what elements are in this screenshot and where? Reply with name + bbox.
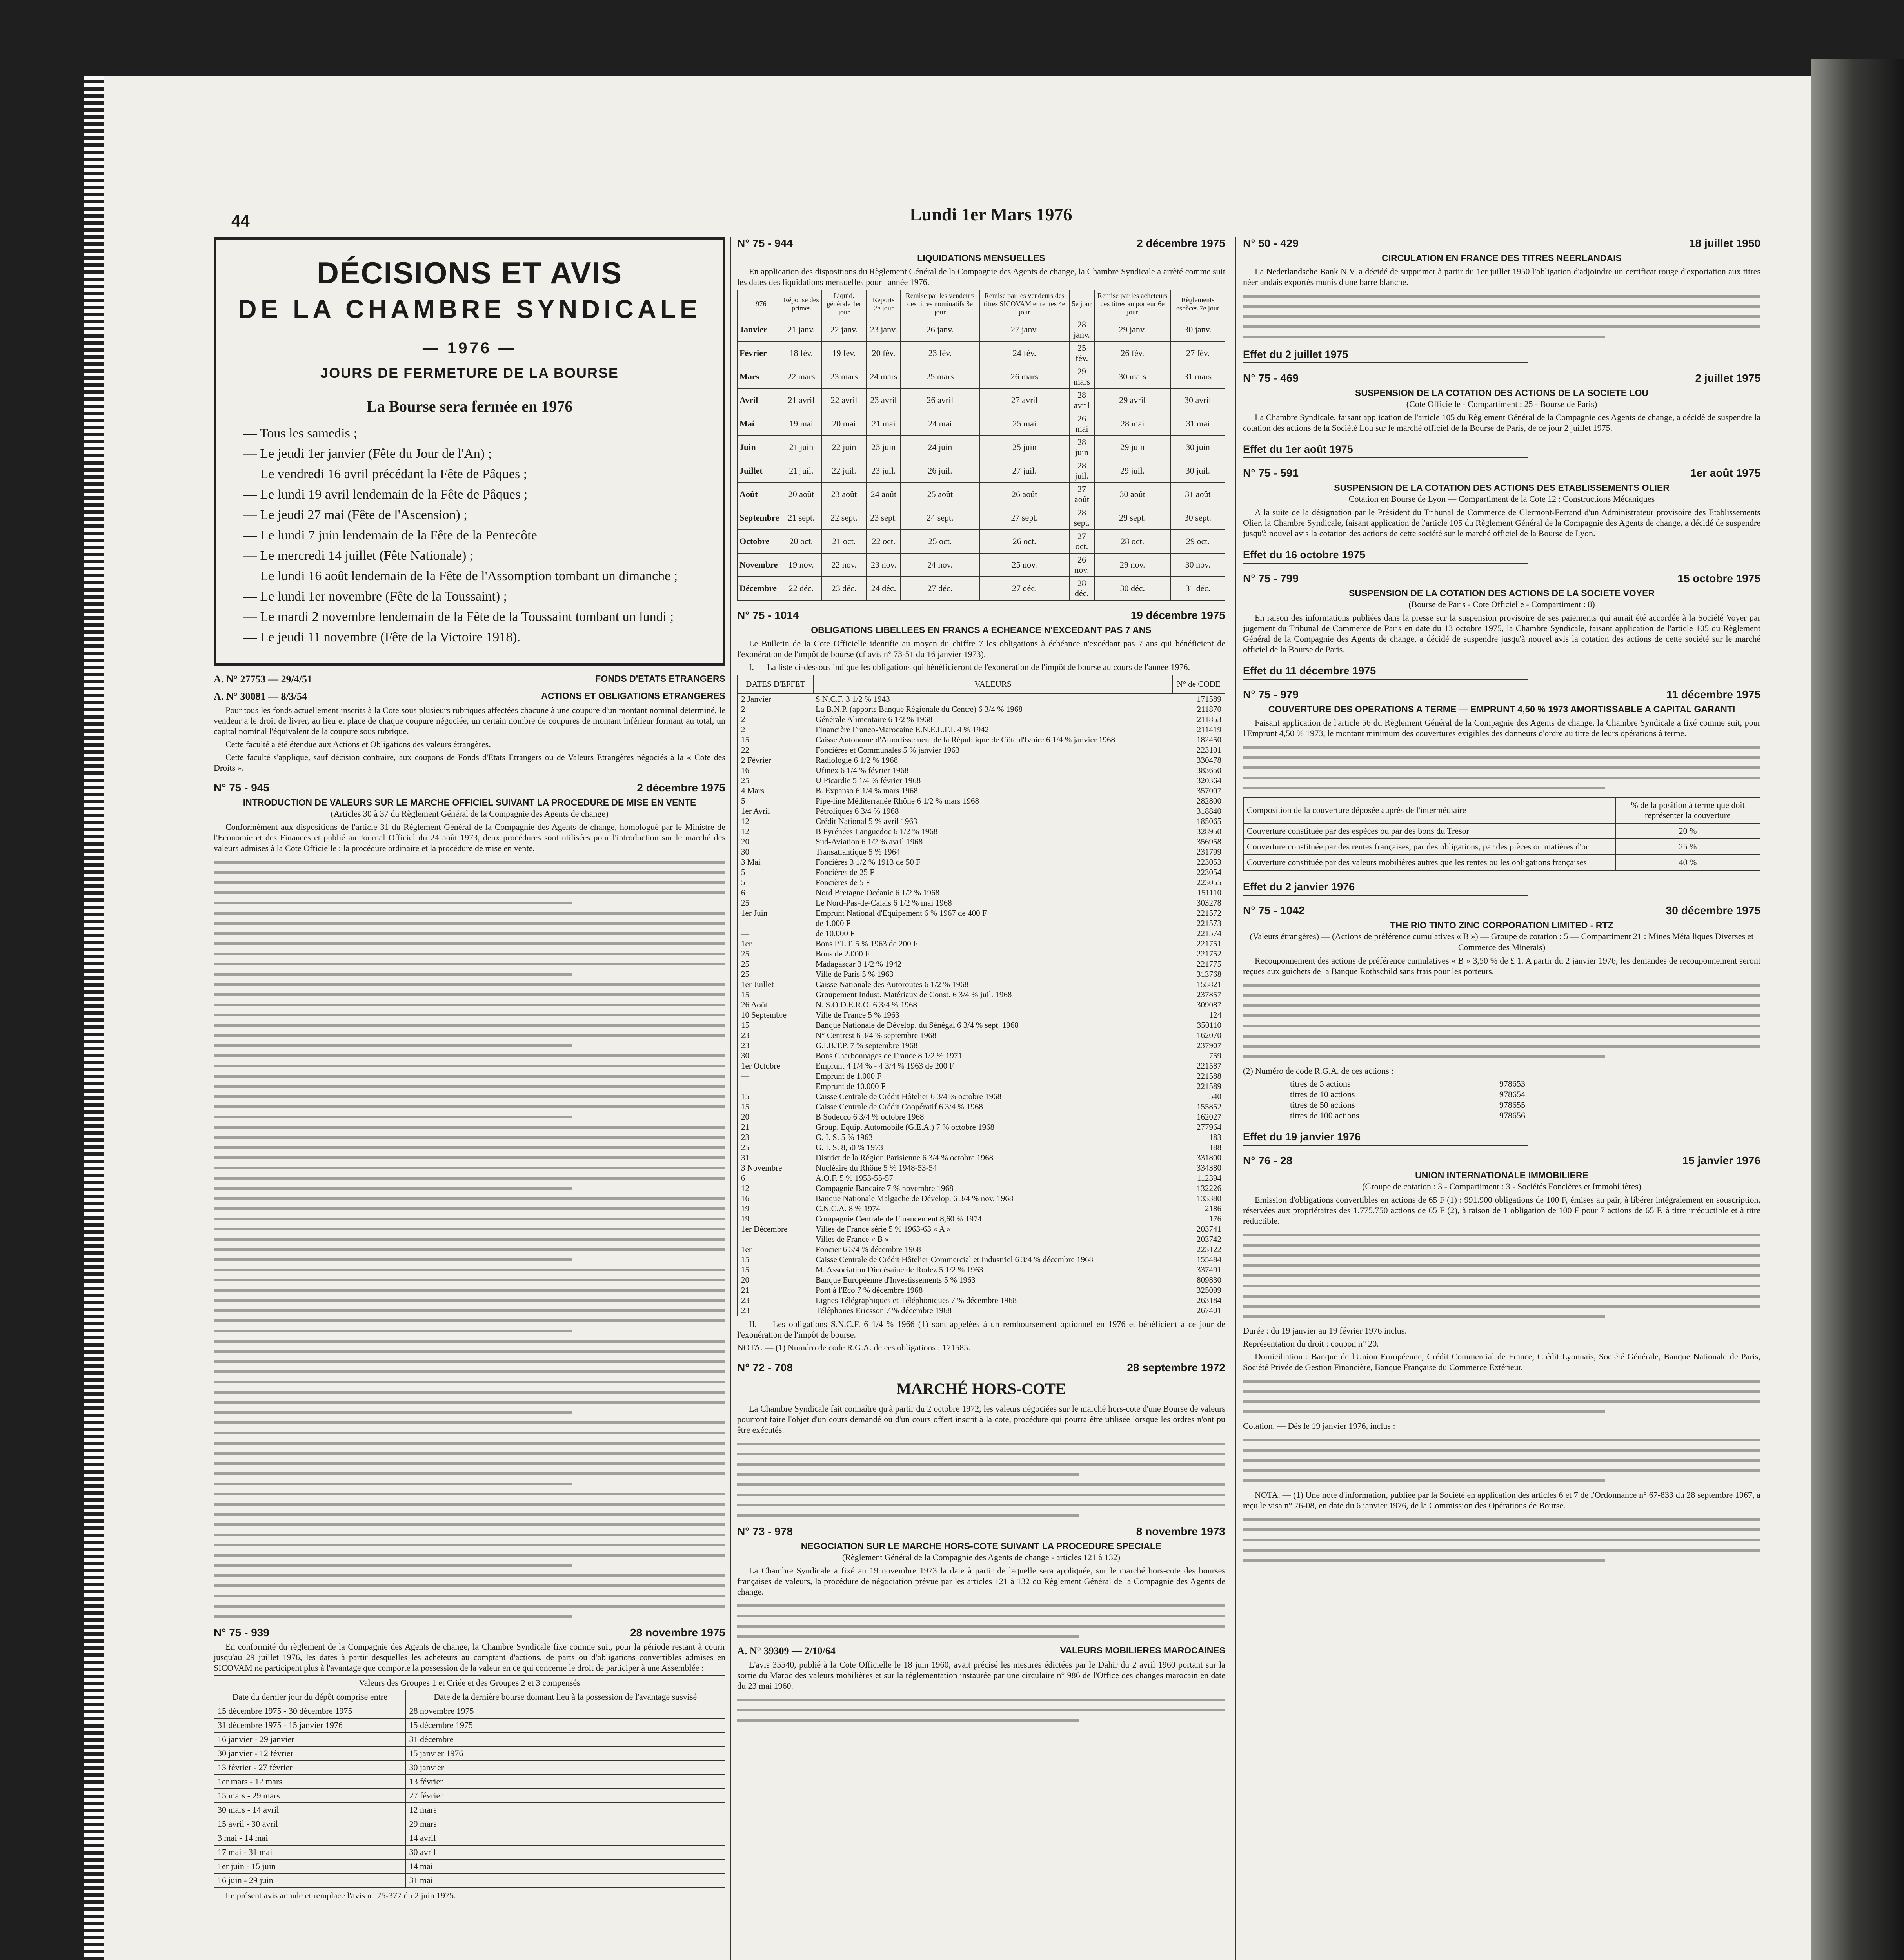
notice-subtitle: (Valeurs étrangères) — (Actions de préférence cumulatives « B ») — Groupe de cotation : 5 — Compartiment 21 : Mines Métalliques Diverses et Commerce des Minerais) bbox=[1250, 931, 1754, 952]
notice-number: N° 73 - 978 bbox=[737, 1525, 793, 1537]
notice-number: N° 75 - 469 bbox=[1243, 372, 1299, 384]
table-row: 15 décembre 1975 - 30 décembre 1975 28 novembre 1975 bbox=[214, 1704, 725, 1718]
holiday-item: — Tous les samedis ; bbox=[243, 426, 357, 441]
table-row: Décembre 22 déc. 23 déc. 24 déc. 27 déc. 27 déc. 28 déc. 30 déc. 31 déc. bbox=[738, 577, 1225, 600]
reference-number: A. N° 27753 — 29/4/51 bbox=[214, 673, 312, 685]
table-row: Couverture constituée par des valeurs mobilières autres que les rentes ou les obligations françaises 40 % bbox=[1243, 855, 1760, 870]
notice-text: I. — La liste ci-dessous indique les obligations qui bénéficieront de l'exonération de l'impôt de bourse au cours de l'année 1976. bbox=[749, 662, 1190, 672]
notice-text: Recouponnement des actions de préférence cumulatives « B » 3,50 % de £ 1. A partir du 2 janvier 1976, les demandes de recouponnement seront reçues aux guichets de la Banque Rothschild sans frais pour les porteurs. bbox=[1243, 956, 1760, 976]
notice-heading bbox=[737, 237, 1225, 250]
notice-text: La Chambre Syndicale a fixé au 19 novembre 1973 la date à partir de laquelle sera appliquée, sur le marché hors-cote des bourses françaises de valeurs, la procédure de négociation prévue par les articles 121 à 132 du Règlement Général de la Compagnie des Agents de change. bbox=[737, 1566, 1225, 1597]
table-row: 6 A.O.F. 5 % 1953-55-57 112394 bbox=[741, 1173, 1221, 1183]
notice-text: En raison des informations publiées dans la presse sur la suspension provisoire de ses paiements qui aurait été accordée à la Société Voyer par jugement du Tribunal de Commerce de Paris en date du 13 octobre 1975, la Chambre Syndicale, faisant application de l'article 105 du Règlement Général de la Compagnie des Agents de change, a décidé de suspendre jusqu'à nouvel avis la cotation des actions de cette société sur le marché officiel de la Bourse de Paris. bbox=[1243, 613, 1760, 654]
notice-subtitle: (Cote Officielle - Compartiment : 25 - Bourse de Paris) bbox=[1406, 399, 1597, 409]
table-row: 12 Crédit National 5 % avril 1963 185065 bbox=[741, 817, 1221, 826]
notice-note: NOTA. — (1) Numéro de code R.G.A. de ces obligations : 171585. bbox=[737, 1343, 970, 1352]
table-row: — de 10.000 F 221574 bbox=[741, 929, 1221, 938]
bond-table bbox=[737, 675, 1225, 1316]
text-block bbox=[1243, 295, 1760, 338]
reference-line bbox=[214, 673, 725, 685]
holiday-item: — Le jeudi 1er janvier (Fête du Jour de l'An) ; bbox=[243, 446, 492, 461]
notice-date: 30 décembre 1975 bbox=[1666, 904, 1760, 916]
column-middle bbox=[737, 237, 1225, 1729]
table-row: 31 District de la Région Parisienne 6 3/4 % octobre 1968 331800 bbox=[741, 1153, 1221, 1162]
notice-number: N° 76 - 28 bbox=[1243, 1154, 1293, 1167]
table-row: 3 Novembre Nucléaire du Rhône 5 % 1948-53-54 334380 bbox=[741, 1163, 1221, 1172]
effective-date-heading: Effet du 1er août 1975 bbox=[1243, 443, 1528, 458]
table-row: 5 Foncières de 25 F 223054 bbox=[741, 867, 1221, 877]
table-row: 3 mai - 14 mai 14 avril bbox=[214, 1831, 725, 1845]
holiday-item: — Le lundi 16 août lendemain de la Fête de l'Assomption tombant un dimanche ; bbox=[243, 569, 678, 583]
notice-title: SUSPENSION DE LA COTATION DES ACTIONS DE LA SOCIETE VOYER bbox=[1349, 588, 1655, 598]
effective-date-heading: Effet du 11 décembre 1975 bbox=[1243, 665, 1528, 680]
table-row: Octobre 20 oct. 21 oct. 22 oct. 25 oct. 26 oct. 27 oct. 28 oct. 29 oct. bbox=[738, 530, 1225, 553]
table-row: 22 Foncières et Communales 5 % janvier 1963 223101 bbox=[741, 745, 1221, 755]
reference-number: A. N° 39309 — 2/10/64 bbox=[737, 1645, 836, 1657]
table-row: 1er Avril Pétroliques 6 3/4 % 1968 318840 bbox=[741, 806, 1221, 816]
table-row: — de 1.000 F 221573 bbox=[741, 918, 1221, 928]
table-row: 17 mai - 31 mai 30 avril bbox=[214, 1845, 725, 1859]
reference-number: A. N° 30081 — 8/3/54 bbox=[214, 691, 307, 702]
column-header: Composition de la couverture déposée auprès de l'intermédiaire bbox=[1243, 797, 1615, 823]
table-row: 1er Décembre Villes de France série 5 % 1963-63 « A » 203741 bbox=[741, 1224, 1221, 1234]
notice-text: A la suite de la désignation par le Président du Tribunal de Commerce de Clermont-Ferrand d'un Administrateur provisoire des Etablissements Olier, la Chambre Syndicale, faisant application de l'article 105 du Règlement Général de la Compagnie des Agents de change, a décidé de suspendre jusqu'à nouvel avis la cotation des actions de cette société sur le marché officiel de la Bourse de Lyon. bbox=[1243, 507, 1760, 538]
notice-text: II. — Les obligations S.N.C.F. 6 1/4 % 1966 (1) sont appelées à un remboursement optionnel en 1976 et bénéficient à ce jour de l'exonération de l'impôt de bourse. bbox=[737, 1319, 1225, 1339]
table-row: 20 Banque Européenne d'Investissements 5 % 1963 809830 bbox=[741, 1275, 1221, 1285]
table-row: 30 Bons Charbonnages de France 8 1/2 % 1971 759 bbox=[741, 1051, 1221, 1060]
notice-number: N° 75 - 939 bbox=[214, 1626, 269, 1639]
notice-title: COUVERTURE DES OPERATIONS A TERME — EMPRUNT 4,50 % 1973 AMORTISSABLE A CAPITAL GARANTI bbox=[1268, 704, 1735, 714]
table-row: 15 Banque Nationale de Dévelop. du Sénégal 6 3/4 % sept. 1968 350110 bbox=[741, 1020, 1221, 1030]
notice-note: NOTA. — (1) Une note d'information, publiée par la Société en application des articles 6 et 7 de l'Ordonnance n° 67-833 du 28 septembre 1967, a reçu le visa n° 76-08, en date du 6 janvier 1976, de la Commission des Opérations de Bourse. bbox=[1243, 1490, 1760, 1510]
table-caption: Valeurs des Groupes 1 et Criée et des Groupes 2 et 3 compensés bbox=[214, 1676, 725, 1690]
notice-text: Le Bulletin de la Cote Officielle identifie au moyen du chiffre 7 les obligations à échéance n'excédant pas 7 ans qui bénéficient de l'exonération de l'impôt de bourse (cf avis n° 73-51 du 16 janvier 1973). bbox=[737, 639, 1225, 659]
table-row: 19 Compagnie Centrale de Financement 8,60 % 1974 176 bbox=[741, 1214, 1221, 1223]
reference-label: FONDS D'ETATS ETRANGERS bbox=[595, 673, 725, 684]
notice-text: La Nederlandsche Bank N.V. a décidé de supprimer à partir du 1er juillet 1950 l'obligation d'adjoindre un certificat rouge d'exportation aux titres néerlandais exportés munis d'une barre blanche. bbox=[1243, 267, 1760, 287]
table-row: 15 Groupement Indust. Matériaux de Const. 6 3/4 % juil. 1968 237857 bbox=[741, 990, 1221, 999]
page-number: 44 bbox=[231, 212, 250, 230]
notice-title: OBLIGATIONS LIBELLEES EN FRANCS A ECHEANCE N'EXCEDANT PAS 7 ANS bbox=[811, 625, 1152, 635]
table-row: 30 Transatlantique 5 % 1964 231799 bbox=[741, 847, 1221, 857]
column-right bbox=[1243, 237, 1760, 1569]
notice-text: Domiciliation : Banque de l'Union Européenne, Crédit Commercial de France, Crédit Lyonnais, Société Générale, Banque Nationale de Paris, Société Privée de Gestion Financière, Banque Française du Commerce Extérieur. bbox=[1243, 1352, 1760, 1372]
notice-text: En application des dispositions du Règlement Général de la Compagnie des Agents de change, la Chambre Syndicale a arrêté comme suit les dates des liquidations mensuelles pour l'année 1976. bbox=[737, 267, 1225, 287]
text-block bbox=[1243, 1439, 1760, 1482]
table-row: 30 mars - 14 avril 12 mars bbox=[214, 1803, 725, 1817]
page-header bbox=[231, 204, 1823, 235]
table-row: 26 Août N. S.O.D.E.R.O. 6 3/4 % 1968 309087 bbox=[741, 1000, 1221, 1009]
table-row: 15 M. Association Diocésaine de Rodez 5 1/2 % 1963 337491 bbox=[741, 1265, 1221, 1274]
notice-date: 11 décembre 1975 bbox=[1666, 688, 1760, 701]
column-header: Date du dernier jour du dépôt comprise entre bbox=[214, 1690, 405, 1704]
table-row: 15 Caisse Centrale de Crédit Hôtelier Commercial et Industriel 6 3/4 % décembre 1968 155484 bbox=[741, 1255, 1221, 1264]
column-divider bbox=[730, 237, 731, 1960]
holiday-item: — Le lundi 19 avril lendemain de la Fête de Pâques ; bbox=[243, 487, 528, 502]
notice-subtitle: (Règlement Général de la Compagnie des Agents de change - articles 121 à 132) bbox=[842, 1552, 1121, 1562]
notice-title: SUSPENSION DE LA COTATION DES ACTIONS DE LA SOCIETE LOU bbox=[1355, 388, 1648, 398]
notice-text: Cette faculté a été étendue aux Actions et Obligations des valeurs étrangères. bbox=[225, 739, 491, 749]
text-block bbox=[1243, 1380, 1760, 1413]
table-row: Janvier 21 janv. 22 janv. 23 janv. 26 janv. 27 janv. 28 janv. 29 janv. 30 janv. bbox=[738, 318, 1225, 341]
table-row: Novembre 19 nov. 22 nov. 23 nov. 24 nov. 25 nov. 26 nov. 29 nov. 30 nov. bbox=[738, 553, 1225, 577]
table-row: 16 Ufinex 6 1/4 % février 1968 383650 bbox=[741, 766, 1221, 775]
holiday-item: — Le jeudi 11 novembre (Fête de la Victoire 1918). bbox=[243, 630, 521, 644]
notice-title: INTRODUCTION DE VALEURS SUR LE MARCHE OFFICIEL SUIVANT LA PROCEDURE DE MISE EN VENTE bbox=[243, 797, 696, 808]
table-row: — Emprunt de 10.000 F 221589 bbox=[741, 1082, 1221, 1091]
table-row: 1er mars - 12 mars 13 février bbox=[214, 1775, 725, 1789]
notice-heading bbox=[737, 1525, 1225, 1538]
list-item: titres de 10 actions 978654 bbox=[1290, 1089, 1525, 1099]
holiday-item: — Le vendredi 16 avril précédant la Fête de Pâques ; bbox=[243, 467, 527, 481]
notice-title: SUSPENSION DE LA COTATION DES ACTIONS DES ETABLISSEMENTS OLIER bbox=[1334, 483, 1670, 493]
year-label: — 1976 — bbox=[422, 339, 517, 357]
notice-date: 2 juillet 1975 bbox=[1695, 372, 1760, 384]
notice-subtitle: (Groupe de cotation : 3 - Compartiment : 3 - Sociétés Foncières et Immobilières) bbox=[1362, 1181, 1641, 1191]
closing-days-subtitle: La Bourse sera fermée en 1976 bbox=[366, 397, 573, 415]
notice-heading bbox=[737, 1361, 1225, 1374]
holiday-item: — Le lundi 7 juin lendemain de la Fête de la Pentecôte bbox=[243, 528, 537, 543]
table-row: 15 Caisse Autonome d'Amortissement de la République de Côte d'Ivoire 6 1/4 % janvier 1968 182450 bbox=[741, 735, 1221, 744]
table-row: 15 Caisse Centrale de Crédit Hôtelier 6 3/4 % octobre 1968 540 bbox=[741, 1092, 1221, 1101]
notice-text: Pour tous les fonds actuellement inscrits à la Cote sous plusieurs rubriques affectées chacune à une coupure d'un montant nominal déterminé, le vendeur a le droit de livrer, au lieu et place de chaque coupure négociée, un certain nombre de coupures de montant inférieur formant au total, un capital nominal l'équivalent de la coupure sous rubrique. bbox=[214, 705, 725, 736]
bond-table-body bbox=[738, 694, 1225, 1316]
table-row: 25 U Picardie 5 1/4 % février 1968 320364 bbox=[741, 776, 1221, 785]
table-row: Couverture constituée par des espèces ou par des bons du Trésor 20 % bbox=[1243, 823, 1760, 839]
notice-date: 2 décembre 1975 bbox=[637, 782, 725, 794]
table-row: 25 Le Nord-Pas-de-Calais 6 1/2 % mai 1968 303278 bbox=[741, 898, 1221, 907]
table-row: 2 Financière Franco-Marocaine E.N.E.L.F.I. 4 % 1942 211419 bbox=[741, 725, 1221, 734]
table-row: 23 G.I.B.T.P. 7 % septembre 1968 237907 bbox=[741, 1041, 1221, 1050]
table-row: 21 Group. Equip. Automobile (G.E.A.) 7 % octobre 1968 277964 bbox=[741, 1122, 1221, 1132]
notice-title: THE RIO TINTO ZINC CORPORATION LIMITED - RTZ bbox=[1390, 920, 1613, 930]
coverage-table bbox=[1243, 797, 1760, 871]
notice-text: En conformité du règlement de la Compagnie des Agents de change, la Chambre Syndicale fixe comme suit, pour la période restant à courir jusqu'au 29 juillet 1976, les dates à partir desquelles les acheteurs au comptant d'actions, de parts ou d'obligations convertibles admises en SICOVAM ne participent plus à l'avantage que comporte la possession de la valeur en ce qui concerne le droit de participer à une Assemblée : bbox=[214, 1642, 725, 1673]
table-row: 31 décembre 1975 - 15 janvier 1976 15 décembre 1975 bbox=[214, 1718, 725, 1732]
table-row: 2 Générale Alimentaire 6 1/2 % 1968 211853 bbox=[741, 715, 1221, 724]
notice-title: UNION INTERNATIONALE IMMOBILIERE bbox=[1415, 1170, 1588, 1180]
table-row: 1er Octobre Emprunt 4 1/4 % - 4 3/4 % 1963 de 200 F 221587 bbox=[741, 1061, 1221, 1071]
table-row: 12 B Pyrénées Languedoc 6 1/2 % 1968 328950 bbox=[741, 827, 1221, 836]
notice-number: N° 75 - 1014 bbox=[737, 609, 799, 621]
holiday-item: — Le mardi 2 novembre lendemain de la Fête de la Toussaint tombant un lundi ; bbox=[243, 610, 674, 624]
table-row: Mai 19 mai 20 mai 21 mai 24 mai 25 mai 26 mai 28 mai 31 mai bbox=[738, 412, 1225, 436]
notice-date: 18 juillet 1950 bbox=[1689, 237, 1760, 249]
notice-heading bbox=[737, 609, 1225, 622]
notice-subtitle: (Bourse de Paris - Cote Officielle - Compartiment : 8) bbox=[1408, 599, 1595, 609]
holiday-item: — Le mercredi 14 juillet (Fête Nationale) ; bbox=[243, 548, 474, 563]
reference-label: ACTIONS ET OBLIGATIONS ETRANGERES bbox=[541, 691, 725, 701]
notice-footer: Le présent avis annule et remplace l'avis n° 75-377 du 2 juin 1975. bbox=[225, 1891, 456, 1900]
table-row: 25 Ville de Paris 5 % 1963 313768 bbox=[741, 969, 1221, 979]
table-row: 1er juin - 15 juin 14 mai bbox=[214, 1859, 725, 1873]
text-block bbox=[1243, 984, 1760, 1058]
text-block bbox=[1243, 746, 1760, 789]
notice-text: L'avis 35540, publié à la Cote Officielle le 18 juin 1960, avait précisé les mesures édictées par le Dahir du 2 avril 1960 portant sur la sortie du Maroc des valeurs mobilières et sur la réglementation instaurée par une circulaire n° 986 de l'Office des changes marocain en date du 23 mai 1960. bbox=[737, 1660, 1225, 1691]
table-row: 20 B Sodecco 6 3/4 % octobre 1968 162027 bbox=[741, 1112, 1221, 1122]
notice-date: 2 décembre 1975 bbox=[1137, 237, 1225, 249]
table-row: Avril 21 avril 22 avril 23 avril 26 avril 27 avril 28 avril 29 avril 30 avril bbox=[738, 388, 1225, 412]
binding-edge bbox=[84, 76, 104, 1960]
reference-line bbox=[737, 1645, 1225, 1657]
table-row: 23 Lignes Télégraphiques et Téléphoniques 7 % décembre 1968 263184 bbox=[741, 1296, 1221, 1305]
table-row: 25 Madagascar 3 1/2 % 1942 221775 bbox=[741, 959, 1221, 969]
notice-subtitle: Cotation en Bourse de Lyon — Compartiment de la Cote 12 : Constructions Mécaniques bbox=[1348, 494, 1655, 504]
table-row: 2 Janvier S.N.C.F. 3 1/2 % 1943 171589 bbox=[741, 694, 1221, 704]
notice-date: 8 novembre 1973 bbox=[1136, 1525, 1225, 1537]
effective-date-heading: Effet du 16 octobre 1975 bbox=[1243, 549, 1528, 564]
table-row: 15 Caisse Centrale de Crédit Coopératif 6 3/4 % 1968 155852 bbox=[741, 1102, 1221, 1111]
list-item: titres de 100 actions 978656 bbox=[1290, 1111, 1525, 1120]
table-row: Juin 21 juin 22 juin 23 juin 24 juin 25 juin 28 juin 29 juin 30 juin bbox=[738, 436, 1225, 459]
code-intro: (2) Numéro de code R.G.A. de ces actions : bbox=[1243, 1066, 1394, 1076]
main-subtitle: DE LA CHAMBRE SYNDICALE bbox=[238, 294, 701, 323]
text-block bbox=[214, 861, 725, 1618]
notice-text: Représentation du droit : coupon n° 20. bbox=[1243, 1339, 1379, 1348]
notice-subtitle: (Articles 30 à 37 du Règlement Général de la Compagnie des Agents de change) bbox=[331, 809, 609, 818]
table-row: Août 20 août 23 août 24 août 25 août 26 août 27 août 30 août 31 août bbox=[738, 483, 1225, 506]
holiday-item: — Le jeudi 27 mai (Fête de l'Ascension) ; bbox=[243, 508, 467, 522]
notice-date: 28 septembre 1972 bbox=[1127, 1361, 1225, 1374]
table-row: Juillet 21 juil. 22 juil. 23 juil. 26 juil. 27 juil. 28 juil. 29 juil. 30 juil. bbox=[738, 459, 1225, 483]
groups-table bbox=[214, 1675, 725, 1888]
notice-text: La Chambre Syndicale, faisant application de l'article 105 du Règlement Général de la Compagnie des Agents de change, a décidé de suspendre la cotation des actions de la Société Lou sur le marché officiel de la Bourse de Paris, de ce jour 2 juillet 1975. bbox=[1243, 412, 1760, 433]
table-row: 30 janvier - 12 février 15 janvier 1976 bbox=[214, 1746, 725, 1760]
notice-date: 19 décembre 1975 bbox=[1130, 609, 1225, 621]
notice-title: NEGOCIATION SUR LE MARCHE HORS-COTE SUIVANT LA PROCEDURE SPECIALE bbox=[801, 1541, 1162, 1551]
table-row: 23 N° Centrest 6 3/4 % septembre 1968 162070 bbox=[741, 1031, 1221, 1040]
holiday-list bbox=[228, 423, 711, 648]
section-title: MARCHÉ HORS-COTE bbox=[896, 1380, 1066, 1397]
notice-heading bbox=[214, 782, 725, 794]
effective-date-heading: Effet du 19 janvier 1976 bbox=[1243, 1131, 1528, 1146]
effective-date-heading: Effet du 2 janvier 1976 bbox=[1243, 881, 1528, 896]
notice-text: Cotation. — Dès le 19 janvier 1976, inclus : bbox=[1243, 1421, 1395, 1431]
column-divider bbox=[1235, 237, 1236, 1960]
notice-heading bbox=[1243, 904, 1760, 917]
notice-heading bbox=[1243, 467, 1760, 479]
title-box bbox=[214, 237, 725, 666]
column-header: % de la position à terme que doit représenter la couverture bbox=[1615, 797, 1760, 823]
notice-heading bbox=[1243, 572, 1760, 585]
list-item: titres de 50 actions 978655 bbox=[1290, 1100, 1525, 1110]
table-row: Septembre 21 sept. 22 sept. 23 sept. 24 sept. 27 sept. 28 sept. 29 sept. 30 sept. bbox=[738, 506, 1225, 530]
text-block bbox=[737, 1699, 1225, 1722]
closing-days-title: JOURS DE FERMETURE DE LA BOURSE bbox=[320, 365, 619, 381]
page-date: Lundi 1er Mars 1976 bbox=[910, 204, 1072, 224]
table-row: 1er Bons P.T.T. 5 % 1963 de 200 F 221751 bbox=[741, 939, 1221, 948]
text-block bbox=[737, 1604, 1225, 1638]
holiday-item: — Le lundi 1er novembre (Fête de la Toussaint) ; bbox=[243, 589, 507, 604]
main-title: DÉCISIONS ET AVIS bbox=[316, 256, 623, 290]
notice-text: Emission d'obligations convertibles en actions de 65 F (1) : 991.900 obligations de 100 F, émises au pair, à libérer intégralement en souscription, réservées aux propriétaires des 1.775.750 actions de 65 F (2), à raison de 1 obligation de 100 F pour 7 actions de 65 F, à titre irréductible et à titre réductible. bbox=[1243, 1195, 1760, 1226]
table-row: 2 Février Radiologie 6 1/2 % 1968 330478 bbox=[741, 755, 1221, 765]
text-block bbox=[1243, 1518, 1760, 1562]
table-row: Mars 22 mars 23 mars 24 mars 25 mars 26 mars 29 mars 30 mars 31 mars bbox=[738, 365, 1225, 388]
notice-number: N° 75 - 945 bbox=[214, 782, 269, 794]
notice-date: 15 janvier 1976 bbox=[1682, 1154, 1760, 1167]
table-row: 3 Mai Foncières 3 1/2 % 1913 de 50 F 223053 bbox=[741, 857, 1221, 867]
liquidation-table: 1976 Réponse des primes Liquid. générale 1er jour Reports 2e jour Remise par les vendeurs des titres nominatifs 3e jour Remise par les vendeurs des titres SICOVAM et rentes 4e jour 5e jour Remise par les acheteurs des titres au porteur 6e jour Règlements espèces 7e jour Janvier 21 janv. 22 janv. 23 janv. 26 janv. 27 janv. 28 janv. 29 janv. 30 janv. Février 18 fév. 19 fév. 20 fév. 23 fév. 24 fév. 25 fév. 26 fév. 27 fév. Mars 22 mars 23 mars 24 mars 25 mars 26 mars 29 mars 30 mars 31 mars Avril 21 avril 22 avril 23 avril 26 avril 27 avril 28 avril 29 avril 30 avril Mai 19 mai 20 mai 21 mai 24 mai 25 mai 26 mai 28 mai 31 mai Juin 21 juin 22 juin 23 juin 24 juin 25 juin 28 juin 29 juin 30 juin Juillet 21 juil. 22 juil. 23 juil. 26 juil. 27 juil. 28 juil. 29 juil. 30 juil. Août 20 août 23 août 24 août 25 août 26 août 27 août 30 août 31 août Septembre 21 sept. 22 sept. 23 sept. 24 sept. 27 sept. 28 sept. 29 sept. 30 sept. Octobre 20 oct. 21 oct. 22 oct. 25 oct. 26 oct. 27 oct. 28 oct. 29 oct. Novembre 19 nov. 22 nov. 23 nov. 24 nov. 25 nov. 26 nov. 29 nov. 30 nov. Décembre 22 déc. 23 déc. 24 déc. 27 déc. 27 déc. 28 déc. 30 déc. 31 déc. bbox=[737, 290, 1225, 601]
table-row: 6 Nord Bretagne Océanic 6 1/2 % 1968 151110 bbox=[741, 888, 1221, 897]
reference-line bbox=[214, 691, 725, 702]
notice-number: N° 72 - 708 bbox=[737, 1361, 793, 1374]
table-row: Février 18 fév. 19 fév. 20 fév. 23 fév. 24 fév. 25 fév. 26 fév. 27 fév. bbox=[738, 341, 1225, 365]
table-row: 21 Pont à l'Eco 7 % décembre 1968 325099 bbox=[741, 1285, 1221, 1295]
table-row: 20 Sud-Aviation 6 1/2 % avril 1968 356958 bbox=[741, 837, 1221, 846]
notice-heading bbox=[1243, 1154, 1760, 1167]
list-item: titres de 5 actions 978653 bbox=[1290, 1079, 1525, 1089]
table-row: — Villes de France « B » 203742 bbox=[741, 1234, 1221, 1244]
notice-heading bbox=[1243, 688, 1760, 701]
notice-number: N° 75 - 1042 bbox=[1243, 904, 1305, 916]
table-row: 16 Banque Nationale Malgache de Dévelop. 6 3/4 % nov. 1968 133380 bbox=[741, 1194, 1221, 1203]
notice-heading bbox=[214, 1626, 725, 1639]
table-row: 10 Septembre Ville de France 5 % 1963 124 bbox=[741, 1010, 1221, 1020]
notice-title: LIQUIDATIONS MENSUELLES bbox=[917, 253, 1045, 263]
bond-table-header: DATES D'EFFET VALEURS N° de CODE bbox=[738, 675, 1225, 694]
notice-date: 1er août 1975 bbox=[1690, 467, 1760, 479]
table-row: 16 janvier - 29 janvier 31 décembre bbox=[214, 1732, 725, 1746]
table-row: 13 février - 27 février 30 janvier bbox=[214, 1760, 725, 1775]
table-row: 25 G. I. S. 8,50 % 1973 188 bbox=[741, 1143, 1221, 1152]
notice-number: N° 75 - 799 bbox=[1243, 572, 1299, 584]
notice-heading bbox=[1243, 237, 1760, 250]
page-shadow bbox=[1811, 59, 1904, 1960]
table-row: — Emprunt de 1.000 F 221588 bbox=[741, 1071, 1221, 1081]
table-row: 16 juin - 29 juin 31 mai bbox=[214, 1873, 725, 1887]
table-row: 15 avril - 30 avril 29 mars bbox=[214, 1817, 725, 1831]
reference-label: VALEURS MOBILIERES MAROCAINES bbox=[1060, 1645, 1225, 1655]
table-row: 1er Foncier 6 3/4 % décembre 1968 223122 bbox=[741, 1245, 1221, 1254]
text-block bbox=[737, 1443, 1225, 1517]
notice-number: N° 75 - 944 bbox=[737, 237, 793, 249]
column-left bbox=[214, 237, 725, 1903]
column-header: Date de la dernière bourse donnant lieu à la possession de l'avantage susvisé bbox=[405, 1690, 725, 1704]
notice-number: N° 75 - 591 bbox=[1243, 467, 1299, 479]
notice-text: Cette faculté s'applique, sauf décision contraire, aux coupons de Fonds d'Etats Etrangers ou de Valeurs Etrangères négociés à la « Cote des Droits ». bbox=[214, 752, 725, 773]
notice-text: Conformément aux dispositions de l'article 31 du Règlement Général de la Compagnie des Agents de change, homologué par le Ministre de l'Economie et des Finances et publié au Journal Officiel du 24 août 1973, deux procédures sont utilisées pour l'introduction sur le marché des valeurs admises à la Cote Officielle : la procédure ordinaire et la procédure de mise en vente. bbox=[214, 822, 725, 853]
table-row: 2 La B.N.P. (apports Banque Régionale du Centre) 6 3/4 % 1968 211870 bbox=[741, 704, 1221, 714]
table-row: 23 G. I. S. 5 % 1963 183 bbox=[741, 1132, 1221, 1142]
table-row: Couverture constituée par des rentes françaises, par des obligations, par des pièces ou matières d'or 25 % bbox=[1243, 839, 1760, 855]
table-row: 23 Téléphones Ericsson 7 % décembre 1968 267401 bbox=[741, 1306, 1221, 1315]
table-row: 15 mars - 29 mars 27 février bbox=[214, 1789, 725, 1803]
notice-text: La Chambre Syndicale fait connaître qu'à partir du 2 octobre 1972, les valeurs négociées sur le marché hors-cote d'une Bourse de valeurs pourront faire l'objet d'un cours demandé ou d'un cours offert inscrit à la cote, procédure qui pourra être utilisée lorsque les ordres n'ont pu être exécutés. bbox=[737, 1404, 1225, 1435]
table-row: 1er Juillet Caisse Nationale des Autoroutes 6 1/2 % 1968 155821 bbox=[741, 980, 1221, 989]
code-list bbox=[1290, 1078, 1760, 1121]
notice-title: CIRCULATION EN FRANCE DES TITRES NEERLANDAIS bbox=[1382, 253, 1622, 263]
table-row: 25 Bons de 2.000 F 221752 bbox=[741, 949, 1221, 958]
table-row: 1er Juin Emprunt National d'Equipement 6 % 1967 de 400 F 221572 bbox=[741, 908, 1221, 918]
text-block bbox=[1243, 1234, 1760, 1318]
table-row: 19 C.N.C.A. 8 % 1974 2186 bbox=[741, 1204, 1221, 1213]
notice-number: N° 75 - 979 bbox=[1243, 688, 1299, 701]
table-row: 4 Mars B. Expanso 6 1/4 % mars 1968 357007 bbox=[741, 786, 1221, 795]
notice-date: 28 novembre 1975 bbox=[630, 1626, 725, 1639]
effective-date-heading: Effet du 2 juillet 1975 bbox=[1243, 348, 1528, 363]
table-row: 5 Pipe-line Méditerranée Rhône 6 1/2 % mars 1968 282800 bbox=[741, 796, 1221, 806]
notice-heading bbox=[1243, 372, 1760, 385]
table-row: 5 Foncières de 5 F 223055 bbox=[741, 878, 1221, 887]
notice-date: 15 octobre 1975 bbox=[1677, 572, 1760, 584]
notice-number: N° 50 - 429 bbox=[1243, 237, 1299, 249]
notice-text: Faisant application de l'article 56 du Règlement Général de la Compagnie des Agents de change, la Chambre Syndicale a fixé comme suit, pour l'Emprunt 4,50 % 1973, le montant minimum des couvertures exigibles des donneurs d'ordre au titre de leurs opérations à terme. bbox=[1243, 718, 1760, 738]
table-row: 12 Compagnie Bancaire 7 % novembre 1968 132226 bbox=[741, 1183, 1221, 1193]
notice-text: Durée : du 19 janvier au 19 février 1976 inclus. bbox=[1243, 1326, 1407, 1336]
